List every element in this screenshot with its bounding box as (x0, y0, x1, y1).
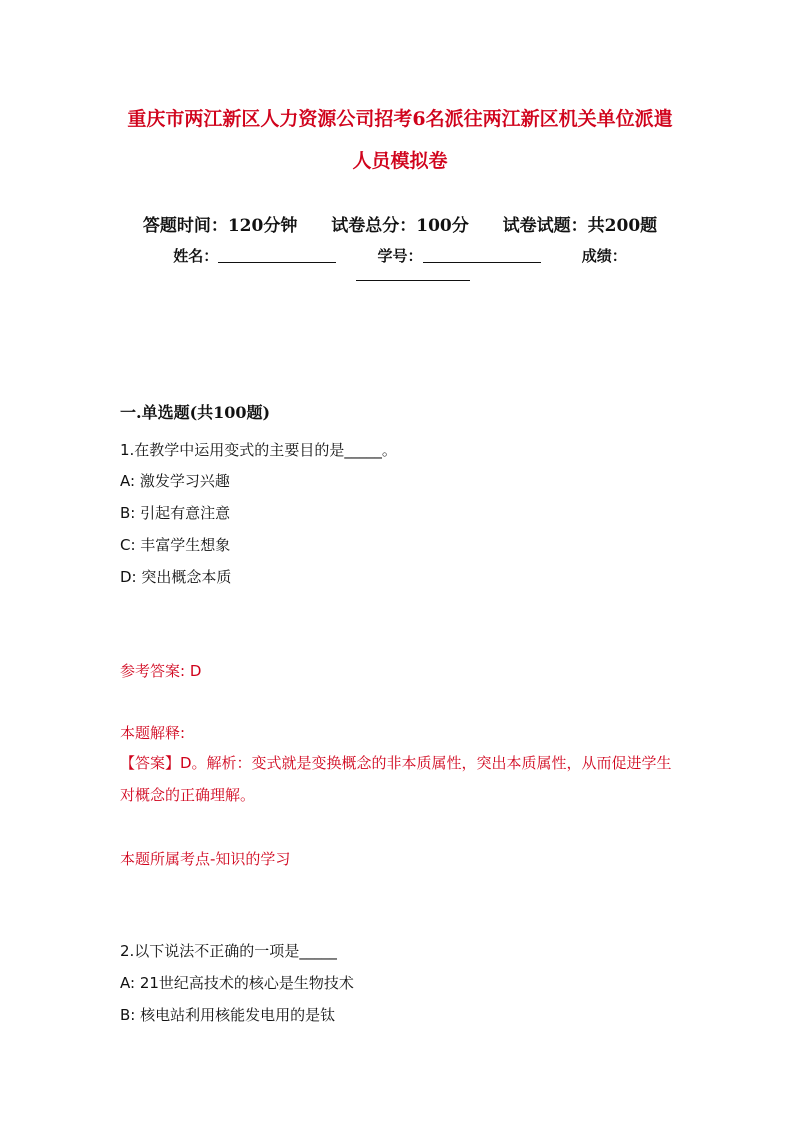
total-score: 试卷总分：100分 (331, 216, 469, 236)
q1-explain-text: 【答案】D。解析：变式就是变换概念的非本质属性，突出本质属性，从而促进学生对概念的正确理解。 (120, 754, 672, 804)
q1-topic: 本题所属考点-知识的学习 (120, 850, 291, 868)
q1-option-b: B: 引起有意注意 (120, 504, 231, 522)
doc-title-line2: 人员模拟卷 (352, 150, 448, 172)
q2-option-a: A: 21世纪高技术的核心是生物技术 (120, 974, 354, 992)
name-label: 姓名： (173, 247, 219, 265)
exam-meta (0, 211, 800, 236)
q1-answer: 参考答案: D (120, 662, 202, 680)
q2-stem: 2.以下说法不正确的一项是_____ (120, 942, 337, 960)
score-field (582, 245, 627, 266)
doc-title-line1: 重庆市两江新区人力资源公司招考6名派往两江新区机关单位派遣 (127, 108, 673, 130)
question-count: 试卷试题：共200题 (502, 216, 658, 236)
q2-option-b: B: 核电站利用核能发电用的是钛 (120, 1006, 336, 1024)
name-field (173, 245, 336, 266)
id-underline (423, 247, 541, 263)
student-fields (0, 245, 800, 266)
name-underline (218, 247, 336, 263)
id-field (377, 245, 540, 266)
q1-explain-label: 本题解释: (120, 724, 186, 742)
q1-option-d: D: 突出概念本质 (120, 568, 232, 586)
exam-time: 答题时间：120分钟 (142, 216, 298, 236)
score-underline (356, 270, 470, 281)
q1-option-a: A: 激发学习兴趣 (120, 472, 230, 490)
q1-stem: 1.在教学中运用变式的主要目的是_____。 (120, 441, 397, 459)
id-label: 学号： (377, 247, 423, 265)
q1-option-c: C: 丰富学生想象 (120, 536, 231, 554)
score-label: 成绩： (581, 247, 627, 265)
section-heading: 一.单选题(共100题) (120, 403, 271, 422)
